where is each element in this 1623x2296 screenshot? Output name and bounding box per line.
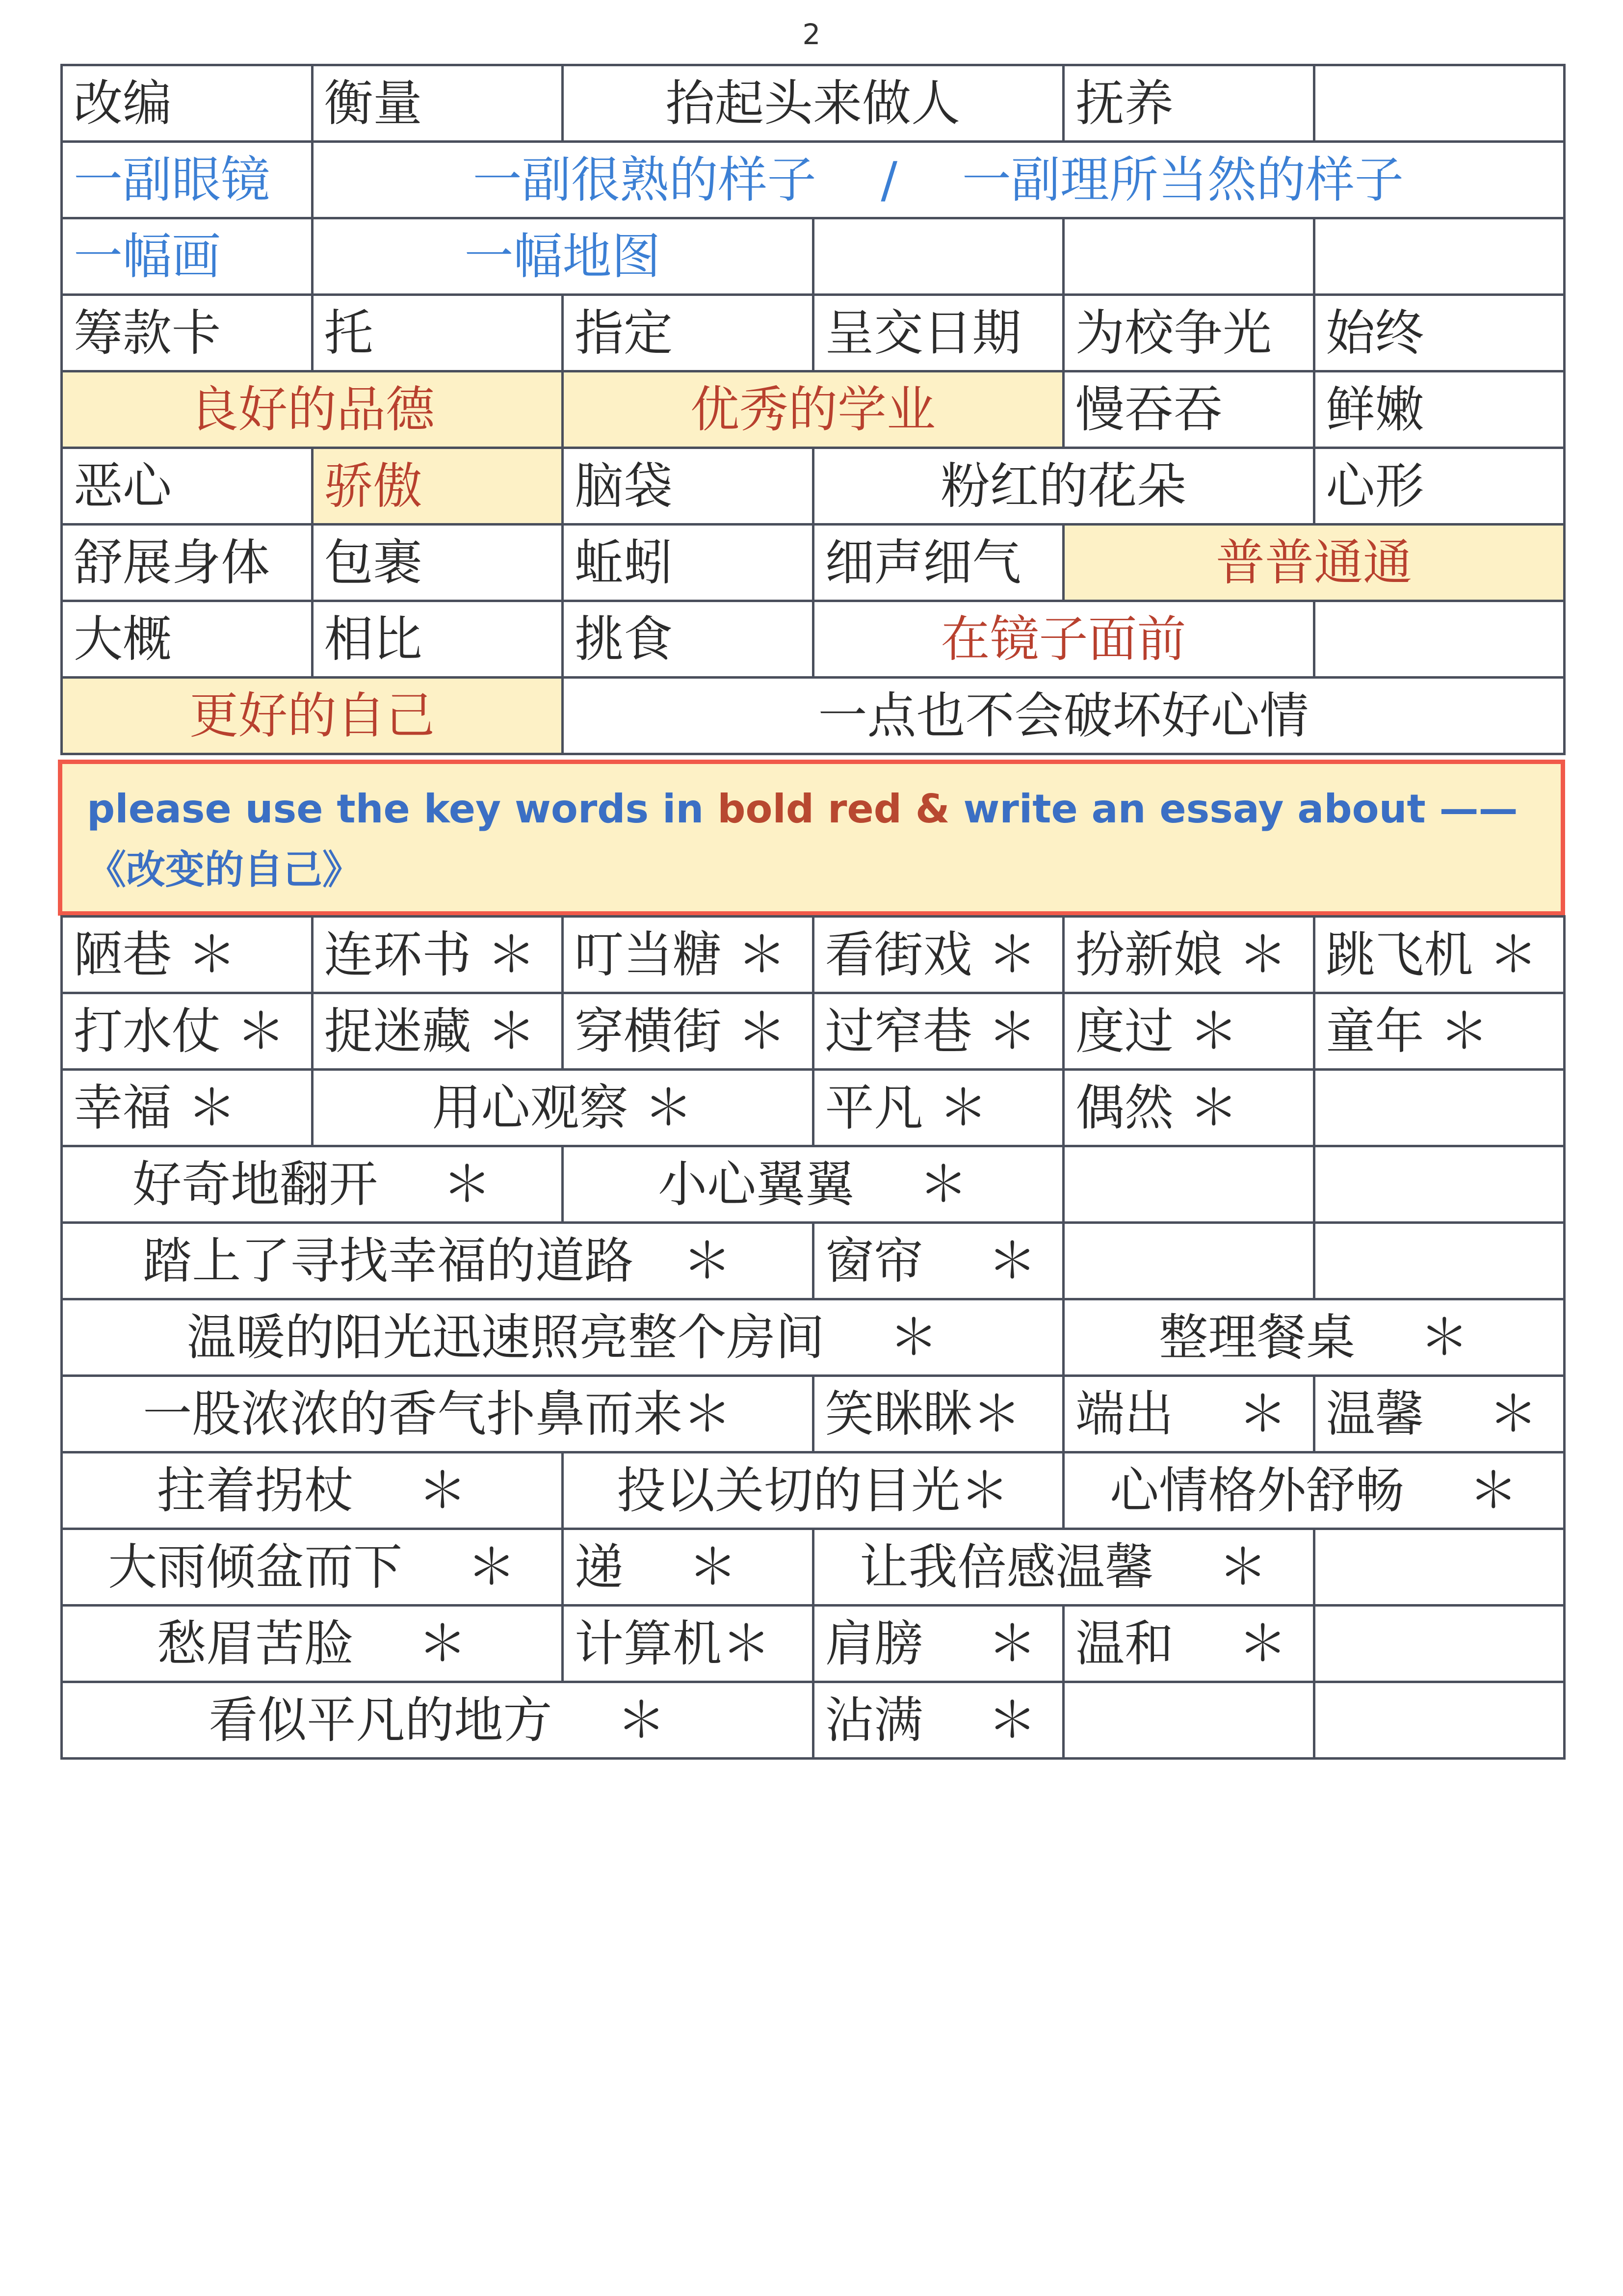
table-cell: 舒展身体 bbox=[63, 526, 314, 602]
table-cell: 改编 bbox=[63, 66, 314, 143]
table-cell: 端出 ＊ bbox=[1065, 1377, 1315, 1453]
table-cell: 相比 bbox=[314, 602, 564, 679]
table-cell: 为校争光 bbox=[1065, 296, 1315, 372]
empty-cell bbox=[1315, 1224, 1566, 1300]
table-cell: 优秀的学业 bbox=[564, 372, 1065, 449]
table-cell: 看街戏 ＊ bbox=[814, 918, 1065, 994]
table-cell: 窗帘 ＊ bbox=[814, 1224, 1065, 1300]
table-cell: 温馨 ＊ bbox=[1315, 1377, 1566, 1453]
table-cell: 抚养 bbox=[1065, 66, 1315, 143]
empty-cell bbox=[1315, 1071, 1566, 1147]
table-cell: 一副眼镜 bbox=[63, 143, 314, 219]
table-cell: 心形 bbox=[1315, 449, 1566, 526]
table-cell: 整理餐桌 ＊ bbox=[1065, 1300, 1566, 1377]
table-cell: 拄着拐杖 ＊ bbox=[63, 1453, 564, 1530]
empty-cell bbox=[1315, 1530, 1566, 1607]
table-cell: 穿横街 ＊ bbox=[564, 994, 814, 1071]
table-cell: 计算机＊ bbox=[564, 1607, 814, 1683]
table-cell: 温暖的阳光迅速照亮整个房间 ＊ bbox=[63, 1300, 1065, 1377]
table-cell: 好奇地翻开 ＊ bbox=[63, 1147, 564, 1224]
empty-cell bbox=[1065, 219, 1315, 296]
table-cell: 粉红的花朵 bbox=[814, 449, 1315, 526]
vocab-table-top bbox=[60, 64, 1566, 755]
table-cell: 递 ＊ bbox=[564, 1530, 814, 1607]
vocab-table-bottom bbox=[60, 915, 1566, 1760]
empty-cell bbox=[1315, 1147, 1566, 1224]
table-cell: 叮当糖 ＊ bbox=[564, 918, 814, 994]
table-cell: 一幅画 bbox=[63, 219, 314, 296]
table-cell: 过窄巷 ＊ bbox=[814, 994, 1065, 1071]
table-cell: 更好的自己 bbox=[63, 679, 564, 755]
table-cell: 一副很熟的样子 / 一副理所当然的样子 bbox=[314, 143, 1566, 219]
table-cell: 呈交日期 bbox=[814, 296, 1065, 372]
instruction-text-c: write an essay about —— bbox=[963, 786, 1518, 832]
table-cell: 笑眯眯＊ bbox=[814, 1377, 1065, 1453]
table-cell: 普普通通 bbox=[1065, 526, 1566, 602]
table-cell: 用心观察 ＊ bbox=[314, 1071, 814, 1147]
table-cell: 陋巷 ＊ bbox=[63, 918, 314, 994]
instruction-line-1 bbox=[87, 779, 1536, 840]
table-cell: 踏上了寻找幸福的道路 ＊ bbox=[63, 1224, 814, 1300]
table-cell: 脑袋 bbox=[564, 449, 814, 526]
table-cell: 小心翼翼 ＊ bbox=[564, 1147, 1065, 1224]
table-cell: 让我倍感温馨 ＊ bbox=[814, 1530, 1315, 1607]
table-cell: 骄傲 bbox=[314, 449, 564, 526]
table-cell: 投以关切的目光＊ bbox=[564, 1453, 1065, 1530]
table-cell: 蚯蚓 bbox=[564, 526, 814, 602]
table-cell: 愁眉苦脸 ＊ bbox=[63, 1607, 564, 1683]
table-cell: 幸福 ＊ bbox=[63, 1071, 314, 1147]
table-cell: 挑食 bbox=[564, 602, 814, 679]
table-cell: 托 bbox=[314, 296, 564, 372]
empty-cell bbox=[1065, 1147, 1315, 1224]
table-cell: 看似平凡的地方 ＊ bbox=[63, 1683, 814, 1760]
empty-cell bbox=[814, 219, 1065, 296]
empty-cell bbox=[1315, 1607, 1566, 1683]
table-cell: 肩膀 ＊ bbox=[814, 1607, 1065, 1683]
empty-cell bbox=[1315, 1683, 1566, 1760]
table-cell: 温和 ＊ bbox=[1065, 1607, 1315, 1683]
table-cell: 一股浓浓的香气扑鼻而来＊ bbox=[63, 1377, 814, 1453]
table-cell: 在镜子面前 bbox=[814, 602, 1315, 679]
empty-cell bbox=[1315, 602, 1566, 679]
instruction-text-b: bold red & bbox=[717, 786, 964, 832]
empty-cell bbox=[1315, 219, 1566, 296]
table-cell: 偶然 ＊ bbox=[1065, 1071, 1315, 1147]
table-cell: 平凡 ＊ bbox=[814, 1071, 1065, 1147]
empty-cell bbox=[1065, 1224, 1315, 1300]
table-cell: 一点也不会破坏好心情 bbox=[564, 679, 1566, 755]
table-cell: 大雨倾盆而下 ＊ bbox=[63, 1530, 564, 1607]
table-cell: 度过 ＊ bbox=[1065, 994, 1315, 1071]
essay-instruction-box bbox=[58, 760, 1565, 916]
table-cell: 良好的品德 bbox=[63, 372, 564, 449]
table-cell: 一幅地图 bbox=[314, 219, 814, 296]
table-cell: 筹款卡 bbox=[63, 296, 314, 372]
table-cell: 捉迷藏 ＊ bbox=[314, 994, 564, 1071]
table-cell: 大概 bbox=[63, 602, 314, 679]
empty-cell bbox=[1315, 66, 1566, 143]
table-cell: 慢吞吞 bbox=[1065, 372, 1315, 449]
table-cell: 细声细气 bbox=[814, 526, 1065, 602]
table-cell: 心情格外舒畅 ＊ bbox=[1065, 1453, 1566, 1530]
table-cell: 抬起头来做人 bbox=[564, 66, 1065, 143]
table-cell: 包裹 bbox=[314, 526, 564, 602]
table-cell: 始终 bbox=[1315, 296, 1566, 372]
table-cell: 童年 ＊ bbox=[1315, 994, 1566, 1071]
instruction-text-a: please use the key words in bbox=[87, 786, 718, 832]
table-cell: 跳飞机 ＊ bbox=[1315, 918, 1566, 994]
table-cell: 扮新娘 ＊ bbox=[1065, 918, 1315, 994]
table-cell: 打水仗 ＊ bbox=[63, 994, 314, 1071]
table-cell: 恶心 bbox=[63, 449, 314, 526]
empty-cell bbox=[1065, 1683, 1315, 1760]
page-number: 2 bbox=[802, 18, 821, 51]
essay-title: 《改变的自己》 bbox=[87, 847, 362, 893]
table-cell: 鲜嫩 bbox=[1315, 372, 1566, 449]
table-cell: 指定 bbox=[564, 296, 814, 372]
table-cell: 沾满 ＊ bbox=[814, 1683, 1065, 1760]
table-cell: 衡量 bbox=[314, 66, 564, 143]
table-cell: 连环书 ＊ bbox=[314, 918, 564, 994]
